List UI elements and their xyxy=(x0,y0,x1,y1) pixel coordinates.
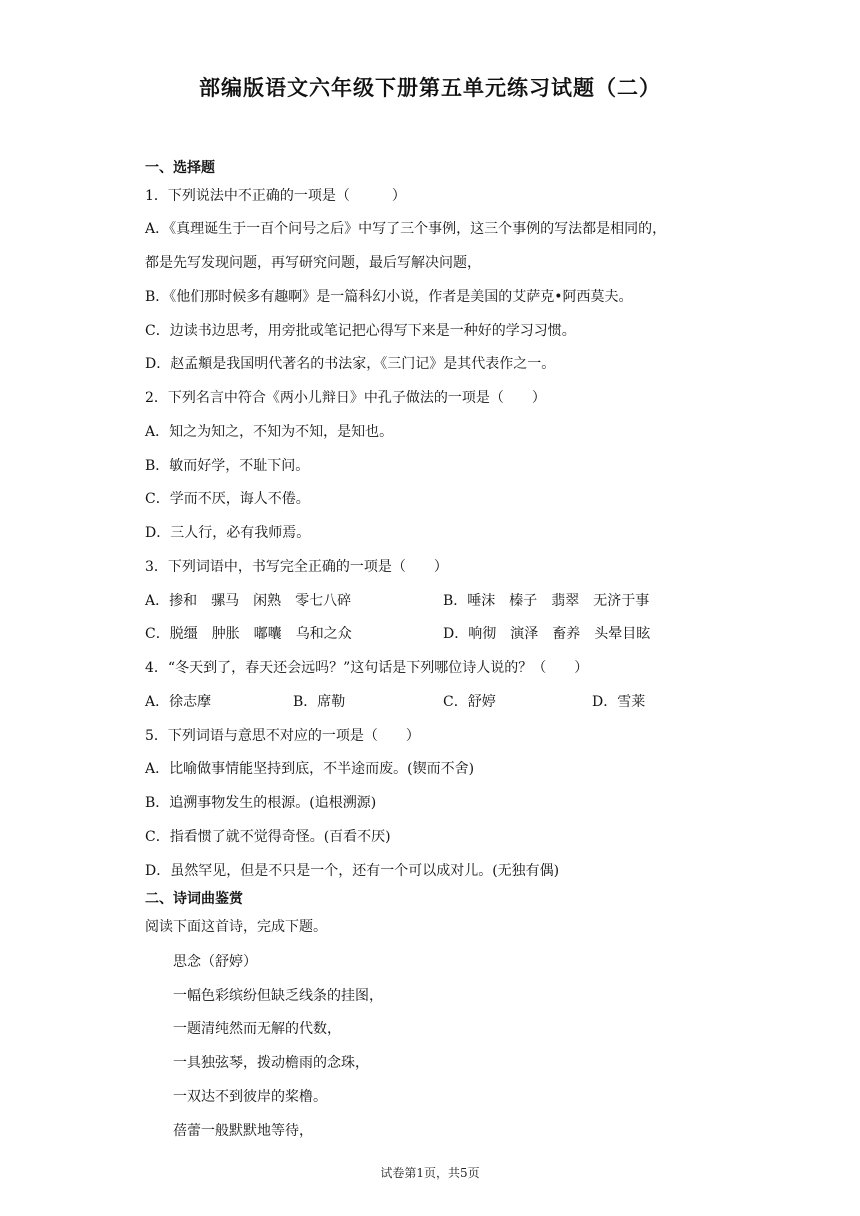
question-3-option-d: D．响彻 演泽 畜养 头晕目眩 xyxy=(443,626,651,642)
poem-line: 一双达不到彼岸的桨橹。 xyxy=(173,1089,327,1105)
question-1-option-a: A．《真理诞生于一百个问号之后》中写了三个事例，这三个事例的写法都是相同的， xyxy=(145,221,667,237)
page-title: 部编版语文六年级下册第五单元练习试题（二） xyxy=(199,75,661,100)
question-3-stem: 3．下列词语中，书写完全正确的一项是（ ） xyxy=(145,559,448,575)
question-3-row-2 xyxy=(145,624,745,644)
question-3-option-c: C．脱缰 肿胀 嘟囔 乌和之众 xyxy=(145,626,352,642)
section-heading-choice: 一、选择题 xyxy=(145,160,215,176)
question-5-option-d: D．虽然罕见，但是不只是一个，还有一个可以成对儿。(无独有偶) xyxy=(145,863,560,879)
question-1-option-c: C．边读书边思考，用旁批或笔记把心得写下来是一种好的学习习惯。 xyxy=(145,323,576,339)
poem-line: 蓓蕾一般默默地等待， xyxy=(173,1123,313,1139)
question-3-row-1 xyxy=(145,591,745,611)
question-5-option-c: C．指看惯了就不觉得奇怪。(百看不厌) xyxy=(145,829,391,845)
poem-line: 一具独弦琴，拨动檐雨的念珠， xyxy=(173,1055,369,1071)
question-1-option-b: B．《他们那时候多有趣啊》是一篇科幻小说，作者是美国的艾萨克•阿西莫夫。 xyxy=(145,289,633,305)
reading-instruction: 阅读下面这首诗，完成下题。 xyxy=(145,919,327,935)
question-2-option-d: D．三人行，必有我师焉。 xyxy=(145,525,311,541)
section-heading-poetry: 二、诗词曲鉴赏 xyxy=(145,891,243,907)
question-1-option-d: D．赵孟頫是我国明代著名的书法家，《三门记》是其代表作之一。 xyxy=(145,356,556,372)
question-2-option-c: C．学而不厌，诲人不倦。 xyxy=(145,491,310,507)
question-4-options xyxy=(145,692,745,712)
question-3-option-b: B．唾沫 榛子 翡翠 无济于事 xyxy=(443,593,650,609)
question-5-option-a: A．比喻做事情能坚持到底，不半途而废。(锲而不舍) xyxy=(145,761,475,777)
question-4-option-d: D．雪莱 xyxy=(592,694,646,710)
question-2-option-b: B．敏而好学，不耻下问。 xyxy=(145,458,310,474)
question-2-option-a: A．知之为知之，不知为不知，是知也。 xyxy=(145,424,394,440)
question-1-option-a-cont: 都是先写发现问题，再写研究问题，最后写解决问题， xyxy=(145,255,481,271)
question-2-stem: 2．下列名言中符合《两小儿辩日》中孔子做法的一项是（ ） xyxy=(145,390,546,406)
question-3-option-a: A．掺和 骡马 闲熟 零七八碎 xyxy=(145,593,352,609)
poem-line: 一幅色彩缤纷但缺乏线条的挂图， xyxy=(173,988,383,1004)
poem-line: 一题清纯然而无解的代数， xyxy=(173,1021,341,1037)
question-5-stem: 5．下列词语与意思不对应的一项是（ ） xyxy=(145,728,420,744)
poem-title: 思念（舒婷） xyxy=(173,954,257,970)
page-footer: 试卷第1页，共5页 xyxy=(380,1166,480,1180)
question-1-stem: 1．下列说法中不正确的一项是（ ） xyxy=(145,188,406,204)
question-4-option-c: C．舒婷 xyxy=(443,694,496,710)
question-4-option-b: B．席勒 xyxy=(293,694,346,710)
question-4-option-a: A．徐志摩 xyxy=(145,694,212,710)
question-4-stem: 4．“冬天到了，春天还会远吗？”这句话是下列哪位诗人说的？（ ） xyxy=(145,660,589,676)
question-5-option-b: B．追溯事物发生的根源。(追根溯源) xyxy=(145,795,377,811)
